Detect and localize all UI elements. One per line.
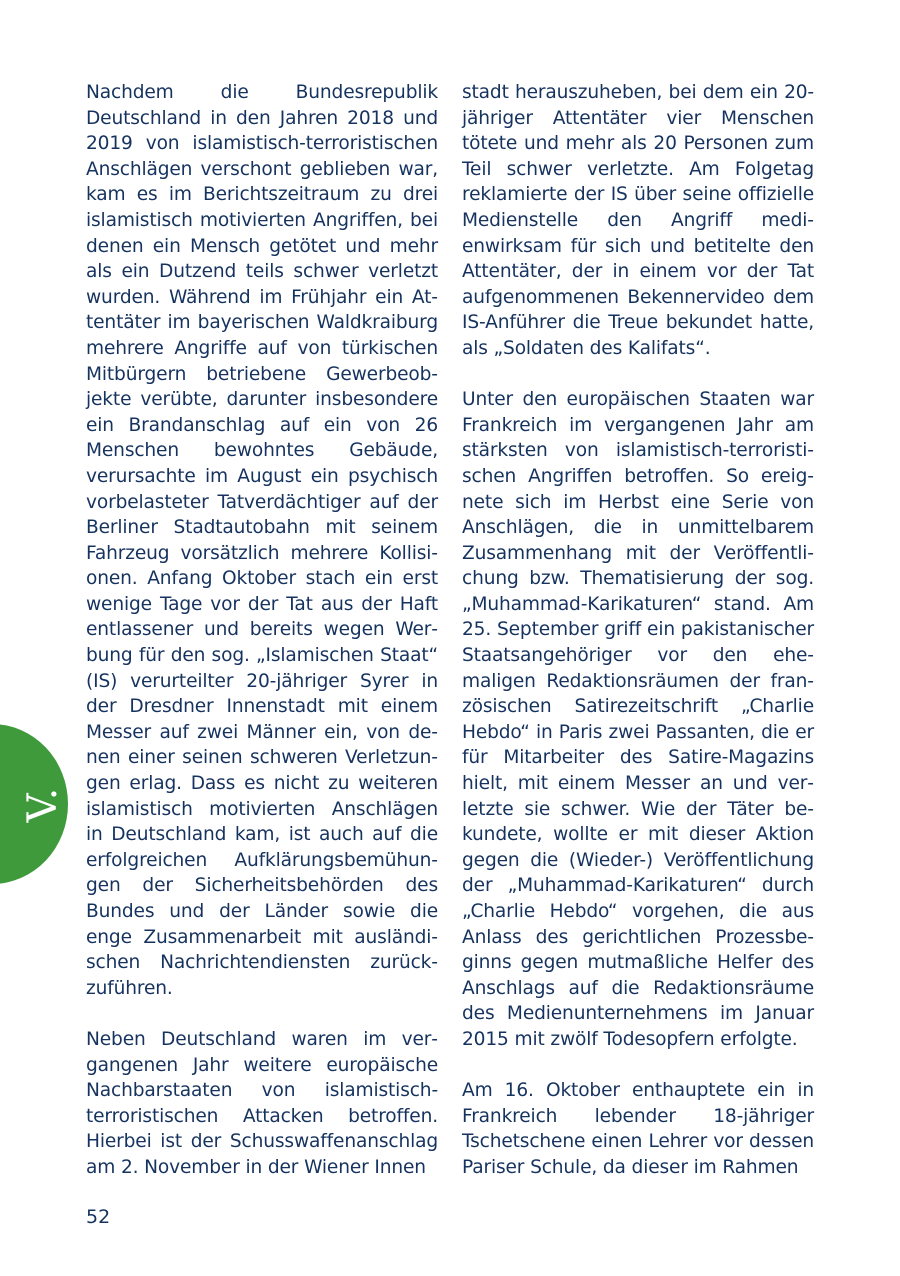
left-column <box>86 80 438 1181</box>
paragraph: Neben Deutschland waren im vergangenen Jahr weitere europäische Nachbarstaaten von islamistisch-terroristischen Attacken betroffen. Hierbei ist der Schusswaffenanschlag am 2. November in der Wiener Innen <box>86 1028 438 1178</box>
right-column <box>462 80 814 1181</box>
paragraph: Unter den europäischen Staaten war Frankreich im vergangenen Jahr am stärksten von islamistisch-terroristischen Angriffen betroffen. So ereignete sich im Herbst eine Serie von Anschlägen, die in unmittelbarem Zusammenhang mit der Veröffentlichung bzw. Thematisierung der sog. „Muhammad-Karikaturen“ stand. Am 25. September griff ein pakistanischer Staatsangehöriger vor den ehemaligen Redaktionsräumen der französischen Satirezeitschrift „Charlie Hebdo“ in Paris zwei Passanten, die er für Mitarbeiter des Satire-Magazins hielt, mit einem Messer an und verletzte sie schwer. Wie der Täter bekundete, wollte er mit dieser Aktion gegen die (Wieder-) Veröffentlichung der „Muhammad-Karikaturen“ durch „Charlie Hebdo“ vorgehen, die aus Anlass des gerichtlichen Prozessbeginns gegen mutmaßliche Helfer des Anschlags auf die Redaktionsräume des Medienunternehmens im Januar 2015 mit zwölf Todesopfern erfolgte. <box>462 389 814 1050</box>
paragraph: stadt herauszuheben, bei dem ein 20-jähriger Attentäter vier Menschen tötete und mehr als 20 Personen zum Teil schwer verletzte. Am Folgetag reklamierte der IS über seine offizielle Medienstelle den Angriff medienwirksam für sich und betitelte den Attentäter, der in einem vor der Tat aufgenommenen Bekennervideo dem IS-Anführer die Treue bekundet hatte, als „Soldaten des Kalifats“. <box>462 82 814 359</box>
page-number: 52 <box>86 1206 111 1228</box>
paragraph: Nachdem die Bundesrepublik Deutschland in den Jahren 2018 und 2019 von islamistisch-terroristischen Anschlägen verschont geblieben war, kam es im Berichtszeitraum zu drei islamistisch motivierten Angriffen, bei denen ein Mensch getötet und mehr als ein Dutzend teils schwer verletzt wurden. Während im Frühjahr ein Attentäter im bayerischen Waldkraiburg mehrere Angriffe auf von türkischen Mitbürgern betriebene Gewerbeobjekte verübte, darunter insbesondere ein Brandanschlag auf ein von 26 Menschen bewohntes Gebäude, verursachte im August ein psychisch vorbelasteter Tatverdächtiger auf der Berliner Stadtautobahn mit seinem Fahrzeug vorsätzlich mehrere Kollisionen. Anfang Oktober stach ein erst wenige Tage vor der Tat aus der Haft entlassener und bereits wegen Werbung für den sog. „Islamischen Staat“ (IS) verurteilter 20-jähriger Syrer in der Dresdner Innenstadt mit einem Messer auf zwei Männer ein, von denen einer seinen schweren Verletzungen erlag. Dass es nicht zu weiteren islamistisch motivierten Anschlägen in Deutschland kam, ist auch auf die erfolgreichen Aufklärungsbemühungen der Sicherheitsbehörden des Bundes und der Länder sowie die enge Zusammenarbeit mit ausländischen Nachrichtendiensten zurückzuführen. <box>86 82 438 999</box>
paragraph: Am 16. Oktober enthauptete ein in Frankreich lebender 18-jähriger Tschetschene einen Lehrer vor dessen Pariser Schule, da dieser im Rahmen <box>462 1080 814 1178</box>
chapter-label: V. <box>20 787 66 823</box>
